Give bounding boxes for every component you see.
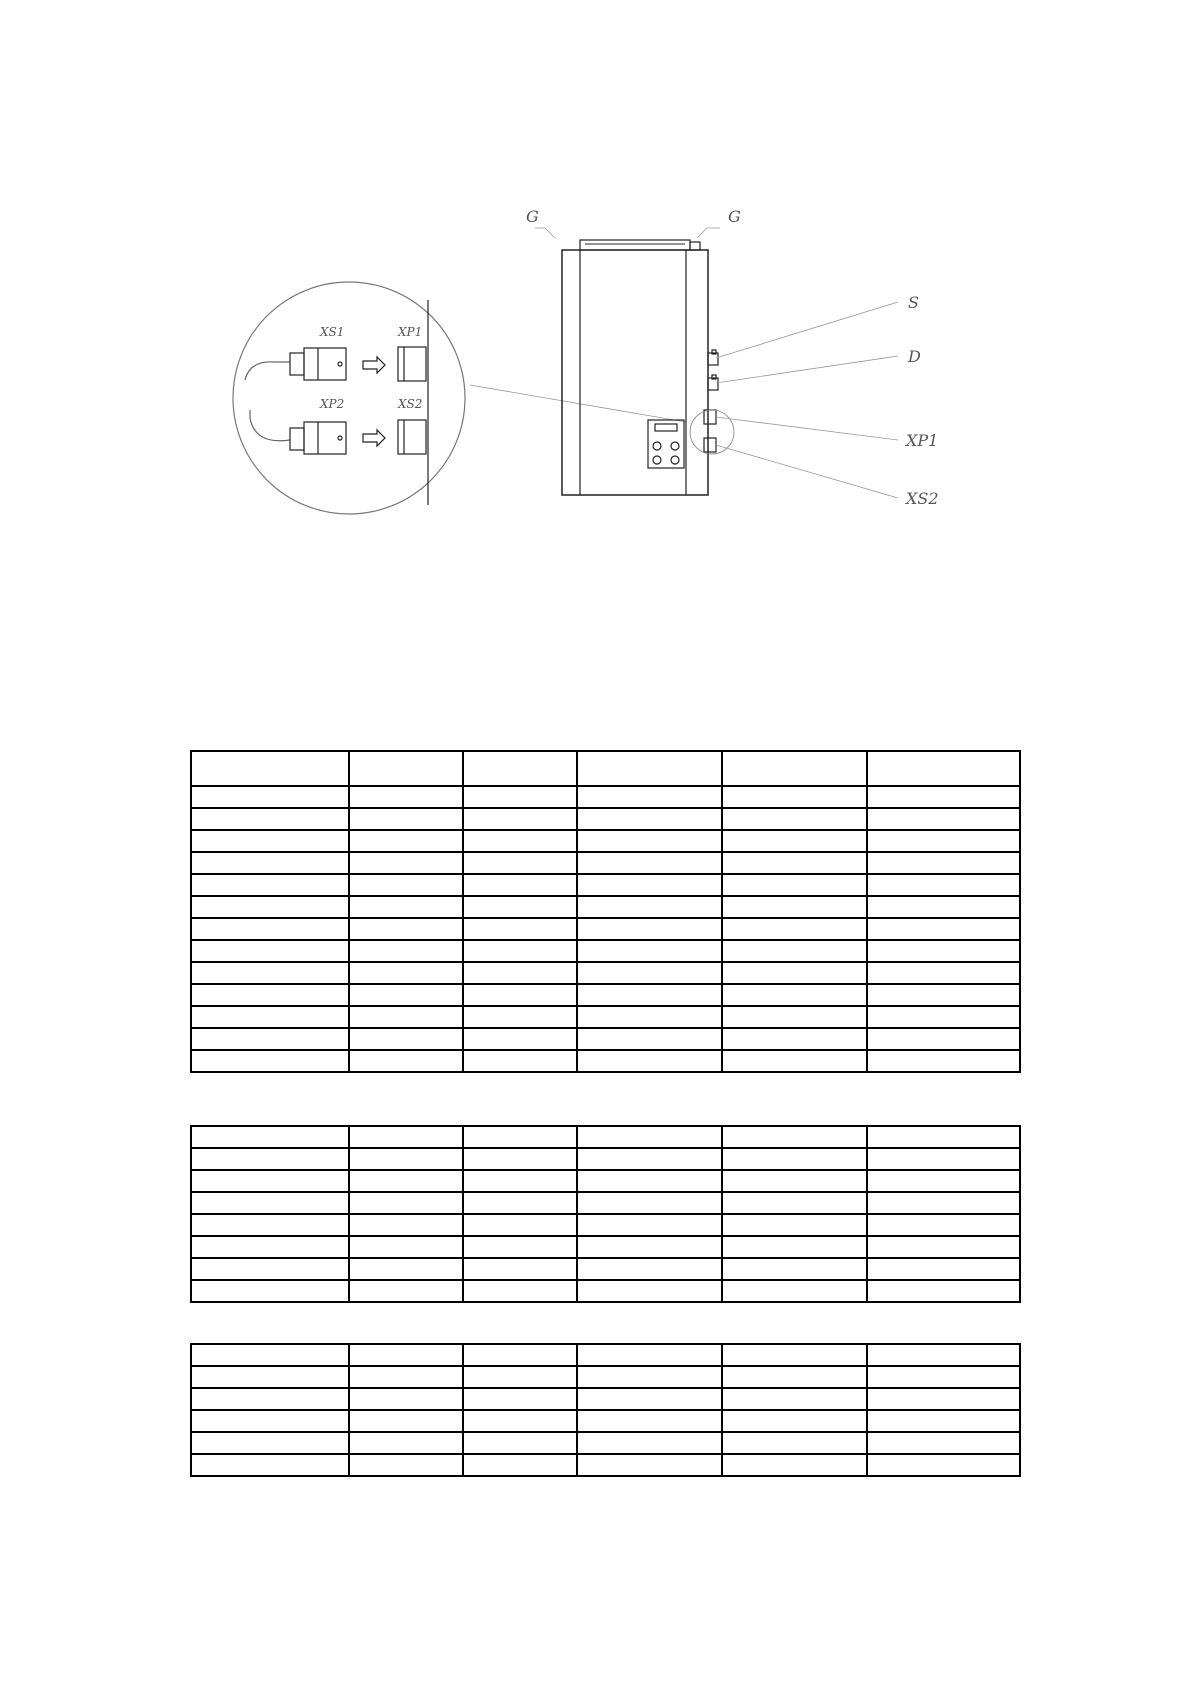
table-cell xyxy=(867,1028,1020,1050)
table-cell xyxy=(349,852,463,874)
table-row xyxy=(191,1280,1020,1302)
table-cell xyxy=(577,1170,722,1192)
table-cell xyxy=(577,1126,722,1148)
table-cell xyxy=(349,1148,463,1170)
detail-label-xp1: XP1 xyxy=(398,325,423,339)
table-cell xyxy=(349,896,463,918)
table-cell xyxy=(577,1280,722,1302)
table-cell xyxy=(349,751,463,786)
table-cell xyxy=(722,1050,867,1072)
table-row xyxy=(191,1366,1020,1388)
label-g-left: G xyxy=(526,207,539,226)
table-cell xyxy=(722,1366,867,1388)
table-cell xyxy=(191,1170,349,1192)
table-cell xyxy=(722,1454,867,1476)
table-cell xyxy=(191,1236,349,1258)
label-g-right: G xyxy=(728,207,741,226)
table-cell xyxy=(463,751,577,786)
table-cell xyxy=(867,1280,1020,1302)
table-cell xyxy=(349,1454,463,1476)
table-row xyxy=(191,830,1020,852)
table-cell xyxy=(867,1148,1020,1170)
table-row xyxy=(191,896,1020,918)
label-s: S xyxy=(908,293,919,312)
table-cell xyxy=(463,984,577,1006)
table-cell xyxy=(463,1214,577,1236)
table-cell xyxy=(577,1410,722,1432)
table-cell xyxy=(463,1192,577,1214)
table-cell xyxy=(349,1192,463,1214)
table-cell xyxy=(867,751,1020,786)
table-cell xyxy=(191,786,349,808)
table-cell xyxy=(722,918,867,940)
table-cell xyxy=(191,751,349,786)
table-cell xyxy=(191,1280,349,1302)
table-row xyxy=(191,1214,1020,1236)
table-cell xyxy=(577,786,722,808)
table-header-row xyxy=(191,751,1020,786)
table-cell xyxy=(191,1432,349,1454)
table-cell xyxy=(463,874,577,896)
unit-front-view xyxy=(562,240,734,495)
table-cell xyxy=(867,786,1020,808)
label-xp1: XP1 xyxy=(906,431,939,450)
table-cell xyxy=(463,786,577,808)
table-cell xyxy=(349,1410,463,1432)
table-cell xyxy=(577,962,722,984)
table-cell xyxy=(722,1170,867,1192)
table-row xyxy=(191,1192,1020,1214)
table-cell xyxy=(722,896,867,918)
table-cell xyxy=(463,918,577,940)
table-cell xyxy=(463,1410,577,1432)
table-cell xyxy=(191,1192,349,1214)
table-cell xyxy=(867,1344,1020,1366)
table-cell xyxy=(349,808,463,830)
table-cell xyxy=(722,1236,867,1258)
table-row xyxy=(191,874,1020,896)
table-cell xyxy=(867,852,1020,874)
table-row xyxy=(191,1126,1020,1148)
table-cell xyxy=(463,940,577,962)
table-cell xyxy=(463,1006,577,1028)
table-cell xyxy=(349,786,463,808)
table-cell xyxy=(722,852,867,874)
detail-label-xs1: XS1 xyxy=(320,325,345,339)
table-row xyxy=(191,1432,1020,1454)
table-cell xyxy=(191,808,349,830)
table-cell xyxy=(867,1432,1020,1454)
table-cell xyxy=(577,852,722,874)
table-row xyxy=(191,1388,1020,1410)
table-cell xyxy=(577,1258,722,1280)
table-cell xyxy=(191,918,349,940)
table-cell xyxy=(463,1344,577,1366)
table-cell xyxy=(463,1280,577,1302)
data-table-3 xyxy=(190,1343,1021,1477)
label-xs2: XS2 xyxy=(906,489,939,508)
table-row xyxy=(191,786,1020,808)
table-cell xyxy=(722,1432,867,1454)
table-row xyxy=(191,940,1020,962)
table-row xyxy=(191,1148,1020,1170)
table-cell xyxy=(349,1236,463,1258)
table-row xyxy=(191,918,1020,940)
table-cell xyxy=(349,1344,463,1366)
table-cell xyxy=(867,1410,1020,1432)
table-cell xyxy=(722,874,867,896)
table-cell xyxy=(867,918,1020,940)
table-cell xyxy=(191,1148,349,1170)
label-d: D xyxy=(908,347,921,366)
table-cell xyxy=(191,1214,349,1236)
connector-s xyxy=(708,353,718,365)
connector-xs2 xyxy=(704,438,716,452)
table-cell xyxy=(349,940,463,962)
connector-xp1 xyxy=(704,410,716,424)
table-row xyxy=(191,1006,1020,1028)
table-cell xyxy=(349,1170,463,1192)
table-cell xyxy=(463,1454,577,1476)
table-cell xyxy=(349,1214,463,1236)
table-cell xyxy=(577,1148,722,1170)
table-cell xyxy=(463,808,577,830)
table-row xyxy=(191,1050,1020,1072)
table-cell xyxy=(191,1006,349,1028)
table-cell xyxy=(191,896,349,918)
table-cell xyxy=(577,830,722,852)
table-cell xyxy=(722,1280,867,1302)
table-cell xyxy=(349,1432,463,1454)
table-row xyxy=(191,984,1020,1006)
table-row xyxy=(191,1454,1020,1476)
table-cell xyxy=(191,962,349,984)
table-cell xyxy=(577,1388,722,1410)
table-row xyxy=(191,1258,1020,1280)
table-cell xyxy=(577,984,722,1006)
table-cell xyxy=(349,1366,463,1388)
table-cell xyxy=(191,830,349,852)
table-cell xyxy=(349,962,463,984)
table-cell xyxy=(349,1006,463,1028)
table-cell xyxy=(463,1148,577,1170)
table-cell xyxy=(191,1050,349,1072)
table-cell xyxy=(577,1006,722,1028)
table-cell xyxy=(463,1236,577,1258)
table-cell xyxy=(722,1192,867,1214)
detail-label-xs2: XS2 xyxy=(398,397,423,411)
table-cell xyxy=(349,1028,463,1050)
table-cell xyxy=(463,1050,577,1072)
table-cell xyxy=(722,1028,867,1050)
table-cell xyxy=(191,874,349,896)
table-cell xyxy=(349,1388,463,1410)
table-row xyxy=(191,1236,1020,1258)
table-cell xyxy=(349,1050,463,1072)
table-cell xyxy=(463,852,577,874)
table-cell xyxy=(349,874,463,896)
table-cell xyxy=(191,1388,349,1410)
table-cell xyxy=(463,896,577,918)
table-cell xyxy=(722,1258,867,1280)
table-cell xyxy=(349,1258,463,1280)
table-cell xyxy=(577,1432,722,1454)
table-cell xyxy=(722,940,867,962)
table-cell xyxy=(463,1126,577,1148)
socket-xs2-detail xyxy=(398,420,426,454)
table-cell xyxy=(463,962,577,984)
table-row xyxy=(191,1410,1020,1432)
table-cell xyxy=(463,830,577,852)
table-cell xyxy=(867,830,1020,852)
table-cell xyxy=(577,808,722,830)
table-cell xyxy=(867,1006,1020,1028)
table-row xyxy=(191,962,1020,984)
table-cell xyxy=(191,1454,349,1476)
table-cell xyxy=(349,984,463,1006)
table-cell xyxy=(577,1344,722,1366)
table-cell xyxy=(867,808,1020,830)
table-cell xyxy=(722,1148,867,1170)
table-cell xyxy=(722,1006,867,1028)
table-cell xyxy=(722,830,867,852)
table-cell xyxy=(191,1028,349,1050)
table-cell xyxy=(722,1410,867,1432)
table-cell xyxy=(577,896,722,918)
table-cell xyxy=(722,751,867,786)
unit-connection-drawing xyxy=(0,0,1190,560)
table-cell xyxy=(867,1050,1020,1072)
table-cell xyxy=(463,1028,577,1050)
table-cell xyxy=(867,962,1020,984)
table-cell xyxy=(577,1028,722,1050)
table-cell xyxy=(463,1432,577,1454)
table-cell xyxy=(191,1366,349,1388)
table-cell xyxy=(349,1280,463,1302)
table-cell xyxy=(577,874,722,896)
table-cell xyxy=(191,984,349,1006)
table-cell xyxy=(577,1192,722,1214)
detail-label-xp2: XP2 xyxy=(320,397,345,411)
table-cell xyxy=(722,1388,867,1410)
table-cell xyxy=(191,1344,349,1366)
table-cell xyxy=(191,940,349,962)
plug-xp2-detail xyxy=(250,410,385,454)
data-table-2 xyxy=(190,1125,1021,1303)
table-row xyxy=(191,1028,1020,1050)
table-cell xyxy=(722,1344,867,1366)
table-cell xyxy=(463,1258,577,1280)
plug-xs1-detail xyxy=(245,348,385,380)
table-cell xyxy=(722,984,867,1006)
table-cell xyxy=(867,874,1020,896)
table-cell xyxy=(463,1170,577,1192)
table-row xyxy=(191,1170,1020,1192)
table-cell xyxy=(577,1214,722,1236)
table-row xyxy=(191,1344,1020,1366)
table-cell xyxy=(722,1214,867,1236)
table-cell xyxy=(867,896,1020,918)
table-cell xyxy=(867,984,1020,1006)
table-cell xyxy=(577,918,722,940)
table-cell xyxy=(867,1454,1020,1476)
table-row xyxy=(191,808,1020,830)
detail-circle xyxy=(233,282,465,514)
table-cell xyxy=(867,1126,1020,1148)
data-table-1 xyxy=(190,750,1021,1073)
table-cell xyxy=(722,808,867,830)
table-cell xyxy=(867,1388,1020,1410)
table-cell xyxy=(577,1050,722,1072)
table-cell xyxy=(577,1236,722,1258)
table-cell xyxy=(463,1366,577,1388)
table-cell xyxy=(191,1258,349,1280)
table-cell xyxy=(349,918,463,940)
table-cell xyxy=(867,1366,1020,1388)
table-cell xyxy=(577,1454,722,1476)
table-cell xyxy=(867,1236,1020,1258)
table-cell xyxy=(577,751,722,786)
table-cell xyxy=(191,1410,349,1432)
table-cell xyxy=(722,786,867,808)
table-row xyxy=(191,852,1020,874)
table-cell xyxy=(722,1126,867,1148)
table-cell xyxy=(577,940,722,962)
table-cell xyxy=(349,1126,463,1148)
table-cell xyxy=(191,1126,349,1148)
table-cell xyxy=(867,1214,1020,1236)
table-cell xyxy=(867,1192,1020,1214)
table-cell xyxy=(349,830,463,852)
table-cell xyxy=(191,852,349,874)
table-cell xyxy=(867,1170,1020,1192)
table-cell xyxy=(867,1258,1020,1280)
connector-d xyxy=(708,378,718,390)
socket-xp1-detail xyxy=(398,347,426,381)
table-cell xyxy=(577,1366,722,1388)
table-cell xyxy=(867,940,1020,962)
table-cell xyxy=(722,962,867,984)
table-cell xyxy=(463,1388,577,1410)
